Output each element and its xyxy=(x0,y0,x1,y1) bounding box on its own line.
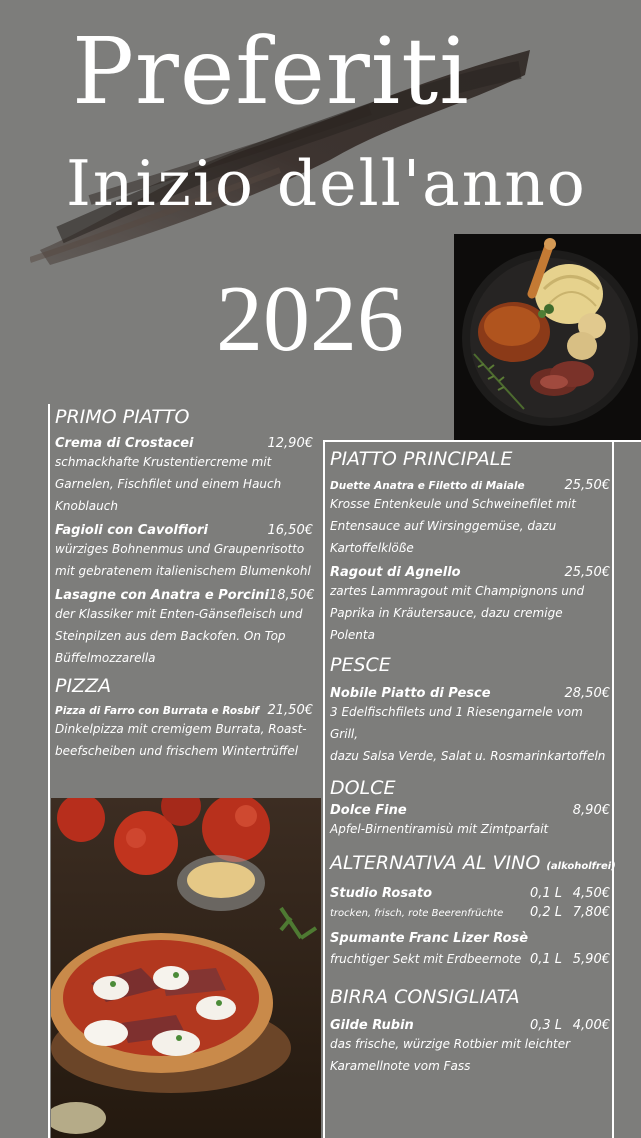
drink-item xyxy=(330,1018,610,1077)
item-price: 28,50€ xyxy=(564,686,610,701)
pizza-burrata-photo xyxy=(51,798,321,1138)
item-name: Gilde Rubin xyxy=(330,1018,414,1033)
menu-item xyxy=(330,686,610,767)
item-price: 12,90€ xyxy=(267,436,313,451)
menu-item xyxy=(55,588,313,669)
section-pesce: PESCE xyxy=(330,654,391,676)
menu-item xyxy=(330,478,610,559)
section-primo-piatto: PRIMO PIATTO xyxy=(55,406,190,428)
item-price: 25,50€ xyxy=(564,478,610,493)
item-description: Krosse Entenkeule und Schweinefilet mit Entensauce auf Wirsinggemüse, dazu Kartoffelklöße xyxy=(330,497,576,555)
title-preferiti: Preferiti xyxy=(72,18,470,125)
item-price: 16,50€ xyxy=(267,523,313,538)
item-name: Ragout di Agnello xyxy=(330,565,461,580)
item-volume: 0,1 L xyxy=(530,886,563,901)
item-volume: 0,3 L xyxy=(530,1018,563,1033)
item-price: 5,90€ xyxy=(572,952,610,967)
item-name: Nobile Piatto di Pesce xyxy=(330,686,491,701)
menu-item xyxy=(55,703,313,762)
title-year: 2026 xyxy=(216,267,404,371)
item-name: Fagioli con Cavolfiori xyxy=(55,523,208,538)
center-vertical-divider xyxy=(323,440,325,1138)
item-description: würziges Bohnenmus und Graupenrisotto mit gebratenem italienischem Blumenkohl xyxy=(55,542,311,578)
section-alternativa-al-vino: ALTERNATIVA AL VINO (alkoholfrei) xyxy=(330,852,616,874)
top-horizontal-divider xyxy=(323,440,641,442)
menu-item xyxy=(330,803,610,840)
item-name: Duette Anatra e Filetto di Maiale xyxy=(330,480,525,492)
item-description: Dinkelpizza mit cremigem Burrata, Roast- beefscheiben und frischem Wintertrüffel xyxy=(55,722,307,758)
item-name: Lasagne con Anatra e Porcini xyxy=(55,588,269,603)
item-description: 3 Edelfischfilets und 1 Riesengarnele vom Grill, dazu Salsa Verde, Salat u. Rosmarinkartoffeln xyxy=(330,705,606,763)
item-description: der Klassiker mit Enten-Gänsefleisch und Steinpilzen aus dem Backofen. On Top Büffelmozzarella xyxy=(55,607,303,665)
item-description: fruchtiger Sekt mit Erdbeernote xyxy=(330,952,522,966)
drink-item xyxy=(330,886,610,925)
item-price: 25,50€ xyxy=(564,565,610,580)
item-description: zartes Lammragout mit Champignons und Paprika in Kräutersauce, dazu cremige Polenta xyxy=(330,584,585,642)
left-menu-column xyxy=(55,404,313,762)
item-name: Pizza di Farro con Burrata e Rosbif xyxy=(55,705,260,717)
duck-leg-plate-photo xyxy=(454,234,641,440)
item-description: trocken, frisch, rote Beerenfrüchte xyxy=(330,908,504,919)
item-price: 21,50€ xyxy=(267,703,313,718)
drink-item xyxy=(330,931,610,970)
item-name: Dolce Fine xyxy=(330,803,407,818)
alkoholfrei-note: (alkoholfrei) xyxy=(546,861,616,872)
item-price: 8,90€ xyxy=(572,803,610,818)
left-vertical-divider xyxy=(48,404,50,1138)
menu-item xyxy=(55,436,313,517)
item-volume: 0,2 L xyxy=(530,905,563,920)
right-vertical-divider xyxy=(612,440,614,1138)
item-name: Crema di Crostacei xyxy=(55,436,194,451)
item-price: 4,00€ xyxy=(572,1018,610,1033)
menu-item xyxy=(330,565,610,646)
item-description: schmackhafte Krustentiercreme mit Garnelen, Fischfilet und einem Hauch Knoblauch xyxy=(55,455,282,513)
right-menu-column xyxy=(330,446,616,1077)
menu-item xyxy=(55,523,313,582)
section-piatto-principale: PIATTO PRINCIPALE xyxy=(330,448,513,470)
item-name: Spumante Franc Lizer Rosè xyxy=(330,931,529,946)
item-price: 18,50€ xyxy=(269,588,315,603)
item-price: 7,80€ xyxy=(572,905,610,920)
title-inizio-anno: Inizio dell'anno xyxy=(66,147,587,220)
section-birra-consigliata: BIRRA CONSIGLIATA xyxy=(330,986,520,1008)
section-dolce: DOLCE xyxy=(330,777,396,799)
item-description: das frische, würzige Rotbier mit leichter Karamellnote vom Fass xyxy=(330,1037,571,1073)
item-description: Apfel-Birnentiramisù mit Zimtparfait xyxy=(330,822,549,836)
item-price: 4,50€ xyxy=(572,886,610,901)
item-volume: 0,1 L xyxy=(530,952,563,967)
section-pizza: PIZZA xyxy=(55,675,112,697)
item-name: Studio Rosato xyxy=(330,886,433,901)
